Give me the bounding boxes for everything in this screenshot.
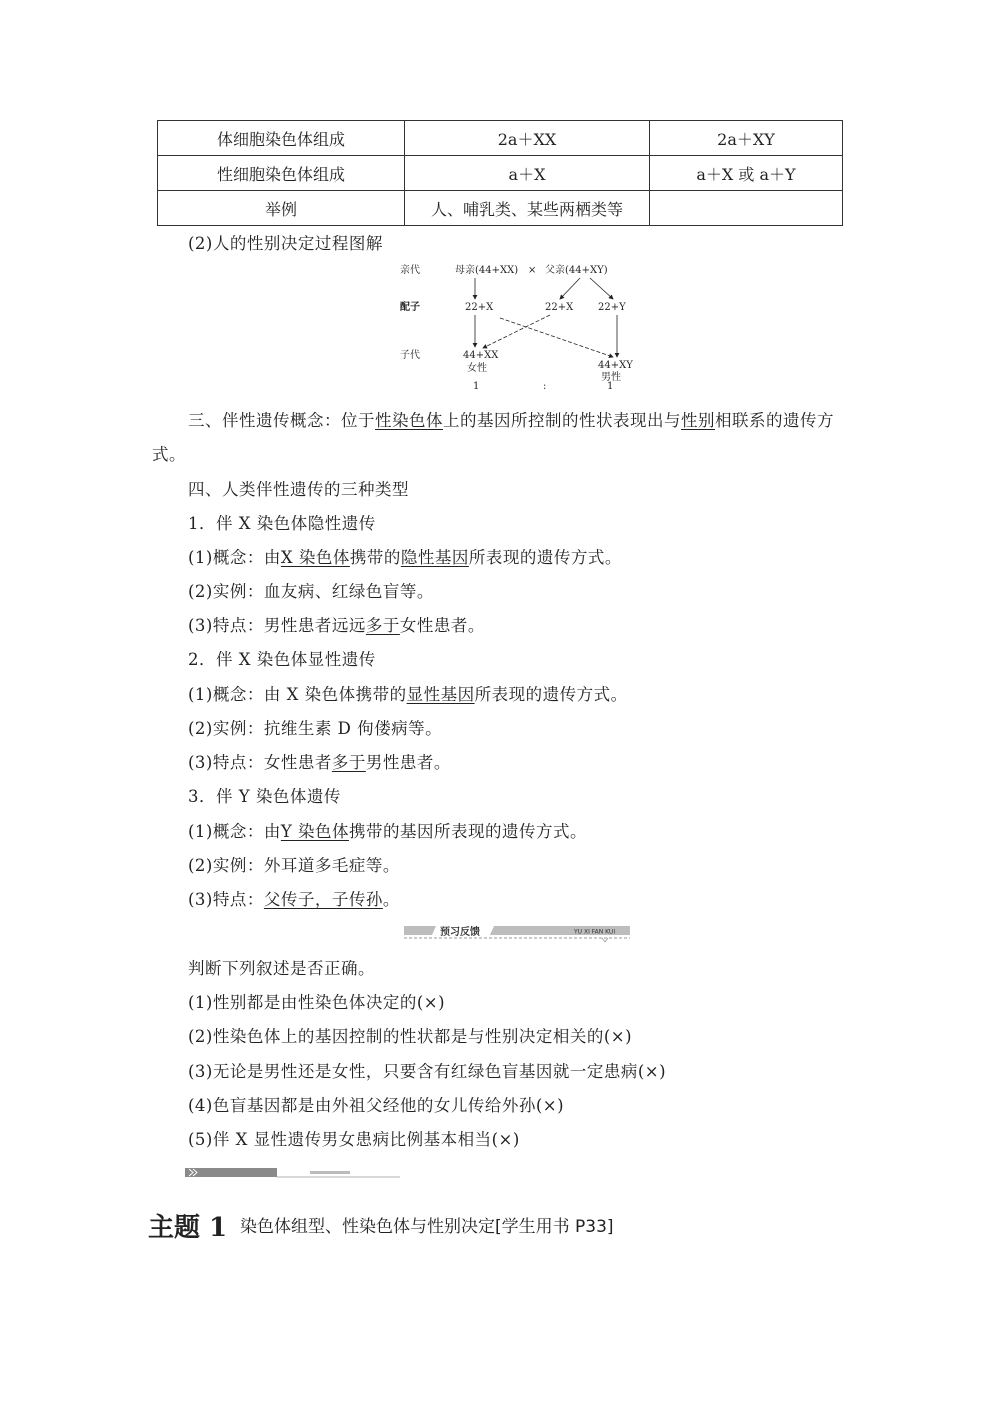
quiz-item: (4)色盲基因都是由外祖父经他的女儿传给外孙(×) bbox=[188, 1096, 565, 1115]
sex-chromosome-table bbox=[157, 120, 843, 226]
cross-symbol: × bbox=[528, 265, 537, 276]
type2-concept: (1)概念：由 X 染色体携带的显性基因所表现的遗传方式。 bbox=[188, 685, 628, 704]
row-label-parents: 亲代 bbox=[400, 265, 420, 276]
male-label: 男性 bbox=[601, 372, 621, 383]
table-cell: 人、哺乳类、某些两栖类等 bbox=[405, 191, 650, 226]
sex-determination-diagram bbox=[395, 258, 640, 393]
type3-feature: (3)特点：父传子，子传孙。 bbox=[188, 890, 400, 909]
ratio-right: 1 bbox=[607, 381, 614, 392]
part3-line-cont: 式。 bbox=[152, 445, 186, 464]
section-heading: (2)人的性别决定过程图解 bbox=[188, 234, 383, 253]
arrow bbox=[590, 278, 613, 299]
gamete-father-x: 22+X bbox=[545, 302, 574, 313]
table-cell: a＋X bbox=[405, 156, 650, 191]
table-cell: 2a＋XY bbox=[650, 121, 843, 156]
table-cell bbox=[650, 191, 843, 226]
type2-example: (2)实例：抗维生素 D 佝偻病等。 bbox=[188, 719, 443, 738]
female-label: 女性 bbox=[467, 363, 487, 374]
topic-label: 主题 1 bbox=[148, 1213, 228, 1243]
table-cell: 2a＋XX bbox=[405, 121, 650, 156]
table-cell: a＋X 或 a＋Y bbox=[650, 156, 843, 191]
table-row bbox=[158, 121, 843, 156]
quiz-item: (2)性染色体上的基因控制的性状都是与性别决定相关的(×) bbox=[188, 1027, 633, 1046]
mother-label: 母亲(44+XX) bbox=[455, 265, 519, 276]
type1-example: (2)实例：血友病、红绿色盲等。 bbox=[188, 582, 434, 601]
arrow bbox=[500, 318, 613, 357]
offspring-male: 44+XY bbox=[598, 360, 633, 371]
part4-heading: 四、人类伴性遗传的三种类型 bbox=[188, 480, 409, 499]
gamete-mother-x: 22+X bbox=[465, 302, 494, 313]
gamete-father-y: 22+Y bbox=[598, 302, 626, 313]
topic-title: 染色体组型、性染色体与性别决定[学生用书 P33] bbox=[240, 1217, 614, 1237]
quiz-intro: 判断下列叙述是否正确。 bbox=[188, 959, 375, 978]
section-banner-graphic bbox=[185, 1167, 425, 1179]
table-row bbox=[158, 191, 843, 226]
banner-pinyin: YU XI FAN KUI bbox=[574, 928, 616, 936]
type1-heading: 1．伴 X 染色体隐性遗传 bbox=[188, 514, 376, 533]
ratio-left: 1 bbox=[473, 381, 480, 392]
chevron-down-icon bbox=[602, 938, 608, 942]
type3-example: (2)实例：外耳道多毛症等。 bbox=[188, 856, 400, 875]
type3-concept: (1)概念：由Y 染色体携带的基因所表现的遗传方式。 bbox=[188, 822, 588, 841]
preview-feedback-banner bbox=[404, 923, 630, 943]
table-cell: 体细胞染色体组成 bbox=[158, 121, 405, 156]
ratio-colon: : bbox=[543, 381, 547, 392]
quiz-item: (5)伴 X 显性遗传男女患病比例基本相当(×) bbox=[188, 1130, 520, 1149]
row-label-gametes: 配子 bbox=[400, 302, 420, 313]
type1-feature: (3)特点：男性患者远远多于女性患者。 bbox=[188, 616, 485, 635]
banner-title: 预习反馈 bbox=[440, 927, 480, 938]
quiz-item: (3)无论是男性还是女性，只要含有红绿色盲基因就一定患病(×) bbox=[188, 1062, 667, 1081]
offspring-female: 44+XX bbox=[463, 350, 499, 361]
type2-heading: 2．伴 X 染色体显性遗传 bbox=[188, 650, 376, 669]
type1-concept: (1)概念：由X 染色体携带的隐性基因所表现的遗传方式。 bbox=[188, 548, 622, 567]
arrow bbox=[560, 278, 580, 299]
part3-line: 三、伴性遗传概念：位于性染色体上的基因所控制的性状表现出与性别相联系的遗传方 bbox=[188, 411, 834, 430]
table-cell: 性细胞染色体组成 bbox=[158, 156, 405, 191]
father-label: 父亲(44+XY) bbox=[545, 265, 608, 276]
table-row bbox=[158, 156, 843, 191]
row-label-offspring: 子代 bbox=[400, 350, 420, 361]
table-cell: 举例 bbox=[158, 191, 405, 226]
type2-feature: (3)特点：女性患者多于男性患者。 bbox=[188, 753, 451, 772]
quiz-item: (1)性别都是由性染色体决定的(×) bbox=[188, 993, 446, 1012]
type3-heading: 3．伴 Y 染色体遗传 bbox=[188, 787, 341, 806]
